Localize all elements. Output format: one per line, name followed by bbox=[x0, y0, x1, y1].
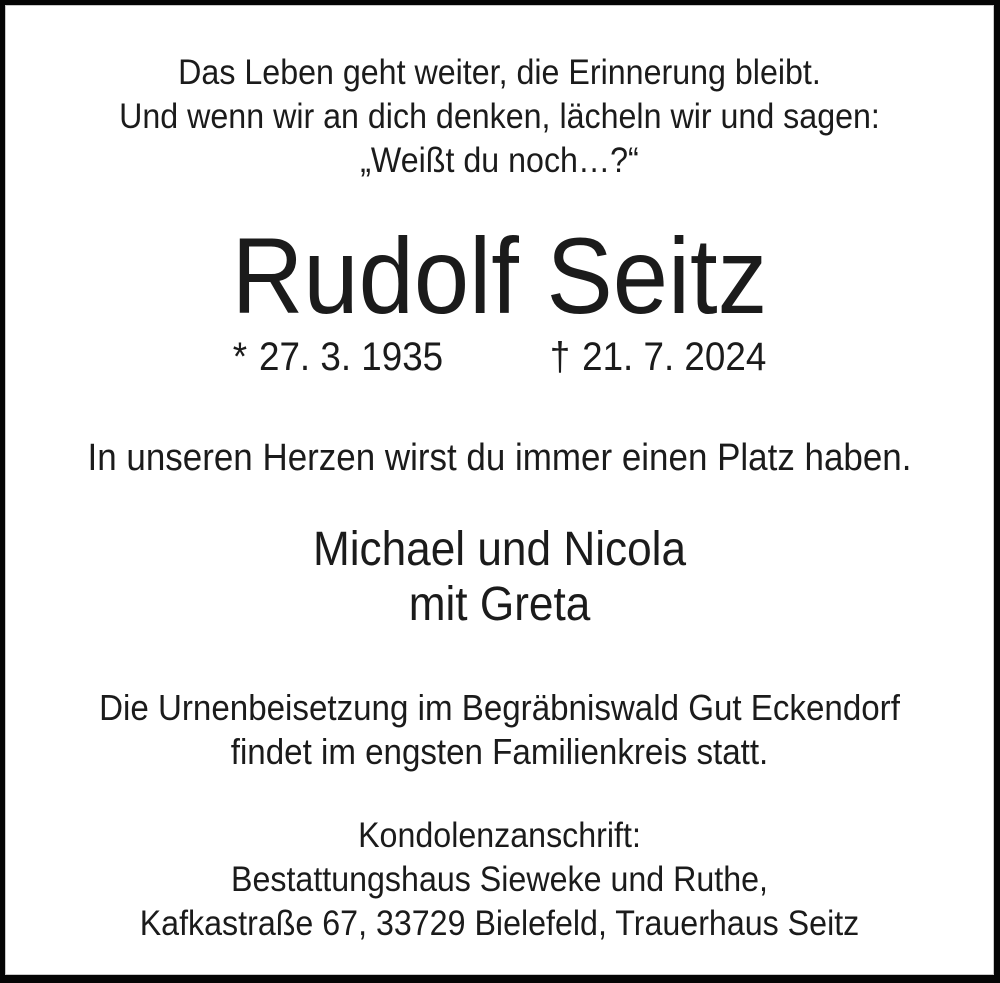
obituary-notice bbox=[45, 51, 955, 946]
mourners bbox=[45, 522, 955, 632]
verse-line-2: Und wenn wir an dich denken, lächeln wir und sagen: bbox=[119, 97, 880, 136]
mourners-line-1: Michael und Nicola bbox=[312, 523, 687, 576]
mourners-line-2: mit Greta bbox=[408, 578, 591, 631]
tribute-line: In unseren Herzen wirst du immer einen Platz haben. bbox=[87, 437, 912, 479]
death-date bbox=[550, 335, 767, 379]
life-dates bbox=[233, 335, 767, 379]
condolence-heading: Kondolenzanschrift: bbox=[358, 816, 641, 855]
funeral-line-1: Die Urnenbeisetzung im Begräbniswald Gut Eckendorf bbox=[99, 687, 900, 728]
birth-date-value: 27. 3. 1935 bbox=[258, 335, 444, 379]
condolence-address bbox=[45, 814, 955, 946]
birth-date bbox=[233, 335, 443, 379]
deceased-name: Rudolf Seitz bbox=[231, 215, 768, 336]
birth-star-symbol: * bbox=[232, 335, 248, 379]
verse-line-1: Das Leben geht weiter, die Erinnerung bleibt. bbox=[178, 53, 821, 92]
opening-verse bbox=[45, 51, 955, 183]
death-date-value: 21. 7. 2024 bbox=[582, 335, 767, 379]
condolence-line-1: Bestattungshaus Sieweke und Ruthe, bbox=[230, 860, 769, 899]
verse-line-3: „Weißt du noch…?“ bbox=[360, 141, 639, 180]
condolence-line-2: Kafkastraße 67, 33729 Bielefeld, Trauerhaus Seitz bbox=[139, 904, 860, 943]
funeral-line-2: findet im engsten Familienkreis statt. bbox=[230, 731, 769, 772]
funeral-info bbox=[45, 686, 955, 774]
death-cross-symbol: † bbox=[549, 335, 571, 379]
